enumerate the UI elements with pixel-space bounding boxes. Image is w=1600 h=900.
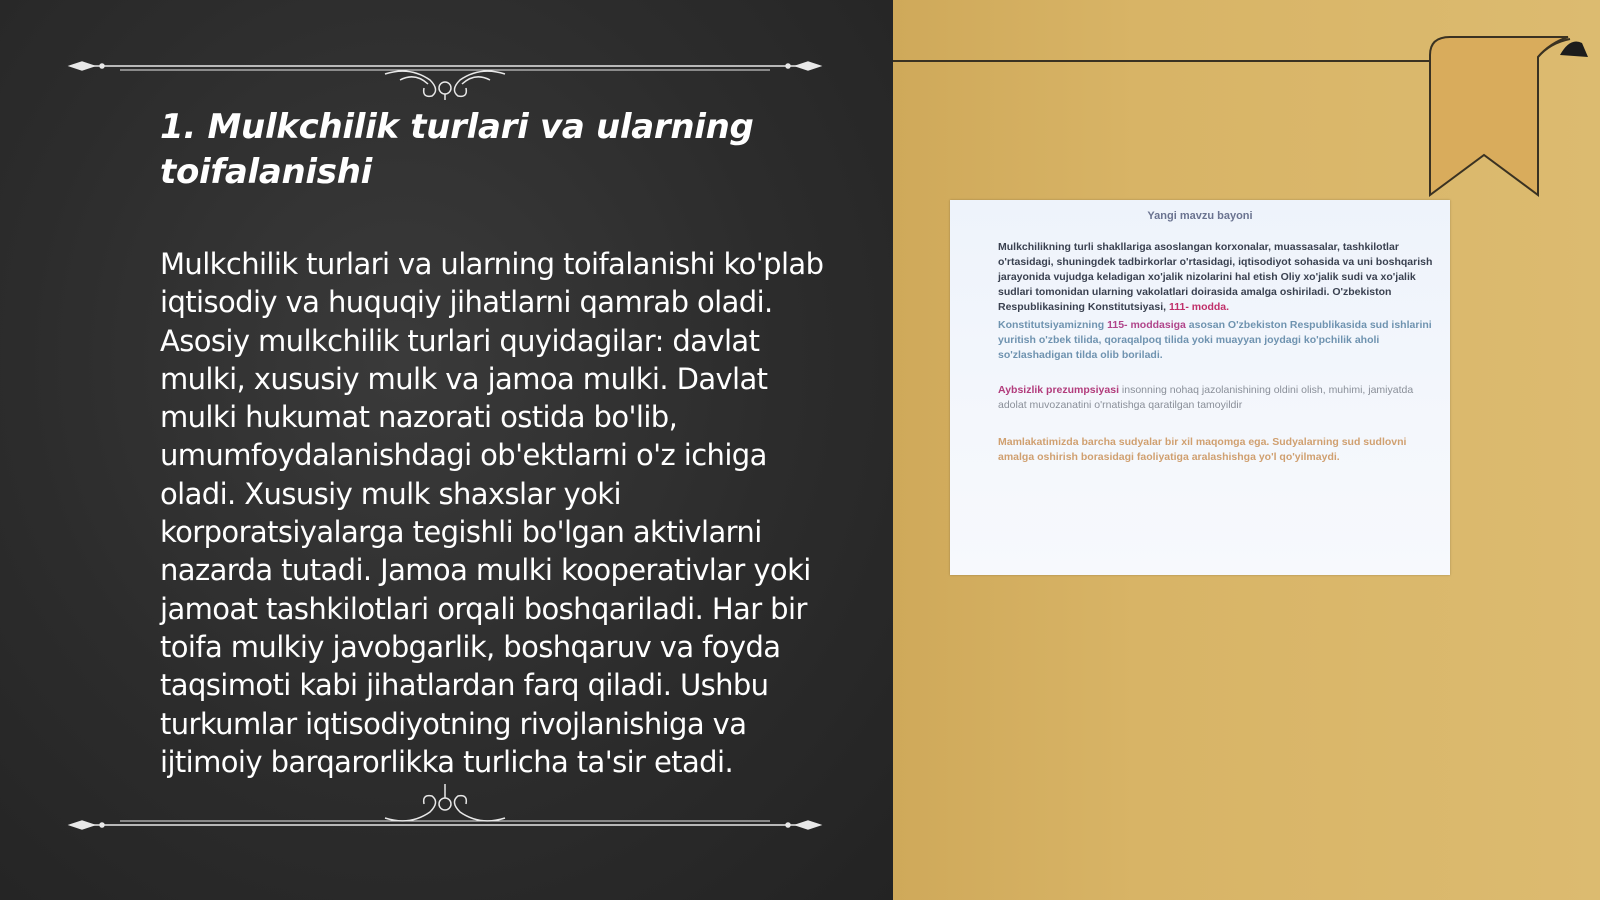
document-paragraph-2 [998,318,1444,363]
document-presumption-term: Aybsizlik prezumpsiyasi [998,384,1119,396]
horizontal-rule [893,60,1438,62]
slide-title: 1. Mulkchilik turlari va ularning toifalanishi [160,107,754,192]
bottom-ornament-divider [60,770,830,830]
top-ornament-divider [60,40,830,100]
document-paragraph-1-text: Mulkchilikning turli shakllariga asoslangan korxonalar, muassasalar, tashkilotlar o'rtasidagi, shuningdek tadbirkorlar o'rtasidagi, iqtisodiyot sohasida va uni boshqarish jarayonida vujudga keladigan xo'jalik nizolarini hal etish Oliy xo'jalik sudi va xo'jalik sudlari tomonidan ularning vakolatlari doirasida amalga oshiriladi. O'zbekiston Respublikasining Konstitutsiyasi, [998,241,1433,313]
document-paragraph-4-text: Mamlakatimizda barcha sudyalar bir xil maqomga ega. Sudyalarning sud sudlovni amalga oshirish borasidagi faoliyatiga aralashishga yo'l qo'yilmaydi. [998,436,1407,463]
document-title: Yangi mavzu bayoni [1147,210,1253,222]
document-paragraph-3-text: insonning nohaq jazolanishining oldini olish, muhimi, jamiyatda adolat muvozanatini o'rnatishga qaratilgan tamoyildir [998,384,1414,411]
document-article-115: 115- moddasiga [1107,319,1186,331]
document-image [950,200,1450,575]
document-paragraph-2-lead: Konstitutsiyamizning [998,319,1108,331]
document-paragraph-4 [998,435,1444,465]
document-paragraph-1 [998,240,1444,315]
slide-body-text: Mulkchilik turlari va ularning toifalanishi ko'plab iqtisodiy va huquqiy jihatlarni qamrab oladi. Asosiy mulkchilik turlari quyidagilar: davlat mulki, xususiy mulk va jamoa mulki. Davlat mulki hukumat nazorati ostida bo'lib, umumfoydalanishdagi ob'ektlarni o'z ichiga oladi. Xususiy mulk shaxslar yoki korporatsiyalarga tegishli bo'lgan aktivlarni nazarda tutadi. Jamoa mulki kooperativlar yoki jamoat tashkilotlari orqali boshqariladi. Har bir toifa mulkiy javobgarlik, boshqaruv va foyda taqsimoti kabi jihatlardan farq qiladi. Ushbu turkumlar iqtisodiyotning rivojlanishiga va ijtimoiy barqarorlikka turlicha ta'sir etadi. [160,247,824,779]
document-paragraph-2-text: asosan O'zbekiston Respublikasida sud ishlarini yuritish o'zbek tilida, qoraqalpoq tilida yoki muayyan joydagi ko'pchilik aholi so'zlashadigan tilda olib boriladi. [998,319,1432,361]
document-paragraph-3 [998,383,1444,413]
document-article-111: 111- modda. [1168,301,1230,313]
bookmark-ribbon-icon [1420,35,1590,200]
